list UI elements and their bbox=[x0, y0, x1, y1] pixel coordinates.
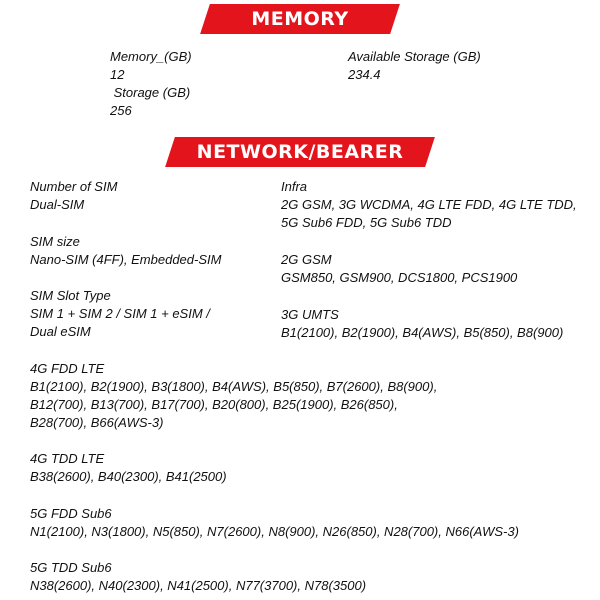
number-of-sim-value: Dual-SIM bbox=[30, 197, 85, 212]
tdd-lte-value: B38(2600), B40(2300), B41(2500) bbox=[30, 469, 227, 484]
fdd-lte-label: 4G FDD LTE bbox=[30, 361, 105, 376]
memory-label: Memory_(GB) bbox=[110, 49, 192, 64]
gsm-value: GSM850, GSM900, DCS1800, PCS1900 bbox=[281, 270, 518, 285]
infra-line-1: 2G GSM, 3G WCDMA, 4G LTE FDD, 4G LTE TDD, bbox=[281, 197, 577, 212]
infra-spec bbox=[281, 178, 577, 232]
storage-label: Storage (GB) bbox=[110, 85, 191, 100]
memory-section-title: MEMORY bbox=[251, 8, 349, 30]
number-of-sim-label: Number of SIM bbox=[30, 179, 118, 194]
fdd-sub6-value: N1(2100), N3(1800), N5(850), N7(2600), N8(900), N26(850), N28(700), N66(AWS-3) bbox=[30, 524, 519, 539]
storage-value: 256 bbox=[110, 103, 132, 118]
umts-value: B1(2100), B2(1900), B4(AWS), B5(850), B8(900) bbox=[281, 325, 564, 340]
umts-spec bbox=[281, 306, 563, 342]
fdd-lte-line-1: B1(2100), B2(1900), B3(1800), B4(AWS), B5(850), B7(2600), B8(900), bbox=[30, 379, 438, 394]
fdd-sub6-spec bbox=[30, 505, 519, 541]
tdd-sub6-value: N38(2600), N40(2300), N41(2500), N77(3700), N78(3500) bbox=[30, 578, 367, 593]
network-section-title: NETWORK/BEARER bbox=[196, 141, 404, 163]
umts-label: 3G UMTS bbox=[281, 307, 339, 322]
fdd-sub6-label: 5G FDD Sub6 bbox=[30, 506, 112, 521]
tdd-sub6-label: 5G TDD Sub6 bbox=[30, 560, 112, 575]
available-storage-value: 234.4 bbox=[348, 67, 381, 82]
sim-slot-type-label: SIM Slot Type bbox=[30, 288, 111, 303]
available-storage-spec bbox=[348, 48, 481, 84]
fdd-lte-spec bbox=[30, 360, 437, 432]
gsm-spec bbox=[281, 251, 517, 287]
infra-label: Infra bbox=[281, 179, 308, 194]
tdd-lte-label: 4G TDD LTE bbox=[30, 451, 105, 466]
sim-slot-type-line-2: Dual eSIM bbox=[30, 324, 91, 339]
infra-line-2: 5G Sub6 FDD, 5G Sub6 TDD bbox=[281, 215, 452, 230]
tdd-lte-spec bbox=[30, 450, 227, 486]
tdd-sub6-spec bbox=[30, 559, 366, 595]
sim-size-label: SIM size bbox=[30, 234, 80, 249]
fdd-lte-line-3: B28(700), B66(AWS-3) bbox=[30, 415, 164, 430]
number-of-sim-spec bbox=[30, 178, 117, 214]
sim-size-value: Nano-SIM (4FF), Embedded-SIM bbox=[30, 252, 222, 267]
gsm-label: 2G GSM bbox=[281, 252, 332, 267]
sim-slot-type-line-1: SIM 1 + SIM 2 / SIM 1 + eSIM / bbox=[30, 306, 210, 321]
memory-spec bbox=[110, 48, 192, 120]
available-storage-label: Available Storage (GB) bbox=[348, 49, 481, 64]
fdd-lte-line-2: B12(700), B13(700), B17(700), B20(800), B25(1900), B26(850), bbox=[30, 397, 398, 412]
sim-slot-type-spec bbox=[30, 287, 210, 341]
memory-value: 12 bbox=[110, 67, 125, 82]
sim-size-spec bbox=[30, 233, 221, 269]
